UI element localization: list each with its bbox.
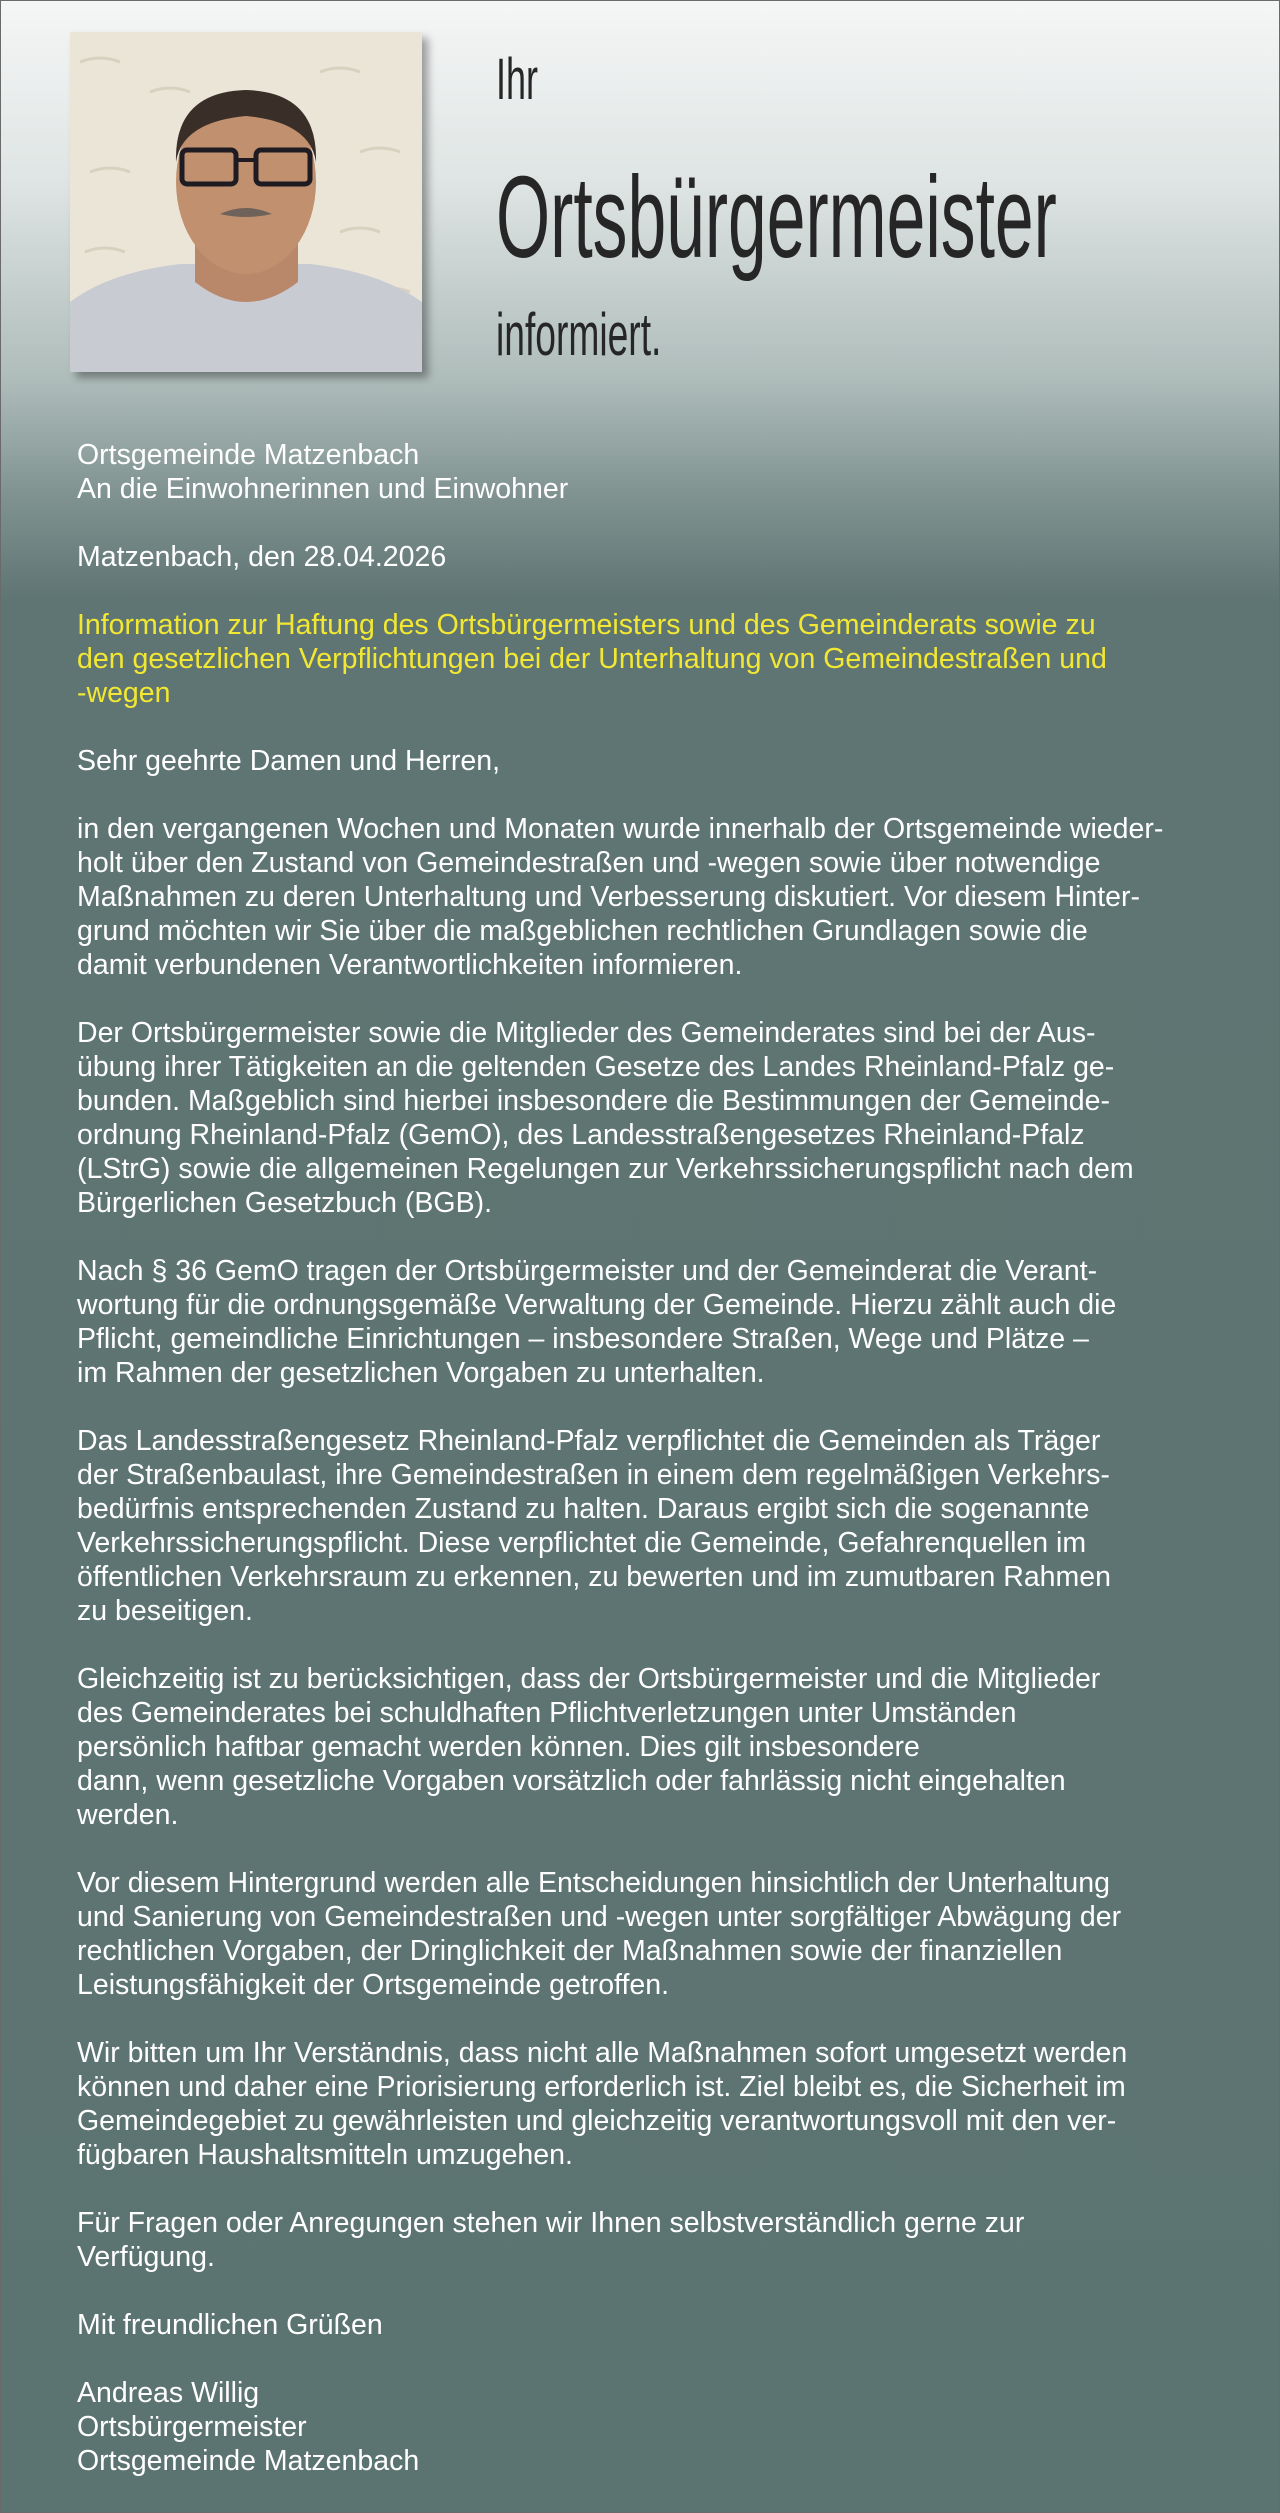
paragraph-line: ordnung Rheinland-Pfalz (GemO), des Landesstraßengesetzes Rheinland-Pfalz [77, 1119, 1085, 1151]
paragraph-line: im Rahmen der gesetzlichen Vorgaben zu unterhalten. [77, 1357, 765, 1389]
paragraph-line: bunden. Maßgeblich sind hierbei insbesondere die Bestimmungen der Gemeinde- [77, 1085, 1110, 1117]
paragraph-line: öffentlichen Verkehrsraum zu erkennen, zu bewerten und im zumutbaren Rahmen [77, 1561, 1111, 1593]
paragraph-line: damit verbundenen Verantwortlichkeiten informieren. [77, 949, 743, 981]
paragraph-line: der Straßenbaulast, ihre Gemeindestraßen in einem dem regelmäßigen Verkehrs- [77, 1459, 1110, 1491]
paragraph-line: Für Fragen oder Anregungen stehen wir Ihnen selbstverständlich gerne zur [77, 2207, 1025, 2239]
sender-line: Ortsgemeinde Matzenbach [77, 439, 420, 471]
paragraph-line: Nach § 36 GemO tragen der Ortsbürgermeister und der Gemeinderat die Verant- [77, 1255, 1098, 1287]
paragraph-line: grund möchten wir Sie über die maßgeblichen rechtlichen Grundlagen sowie die [77, 915, 1088, 947]
paragraph [77, 2036, 1163, 2206]
header-outro: informiert. [496, 301, 662, 368]
paragraph-line: dann, wenn gesetzliche Vorgaben vorsätzlich oder fahrlässig nicht eingehalten [77, 1765, 1066, 1797]
paragraph-line: Vor diesem Hintergrund werden alle Entscheidungen hinsichtlich der Unterhaltung [77, 1867, 1110, 1899]
paragraph-line: persönlich haftbar gemacht werden können. Dies gilt insbesondere [77, 1731, 920, 1763]
paragraph [77, 2206, 1163, 2308]
letter-body [77, 438, 1163, 2478]
paragraph-line: und Sanierung von Gemeindestraßen und -wegen unter sorgfältiger Abwägung der [77, 1901, 1122, 1933]
paragraph-line: Leistungsfähigkeit der Ortsgemeinde getroffen. [77, 1969, 670, 2001]
closing: Mit freundlichen Grüßen [77, 2309, 383, 2341]
paragraph-line: Das Landesstraßengesetz Rheinland-Pfalz verpflichtet die Gemeinden als Träger [77, 1425, 1101, 1457]
header-title: Ortsbürgermeister [496, 152, 1057, 282]
paragraph-line: übung ihrer Tätigkeiten an die geltenden Gesetze des Landes Rheinland-Pfalz ge- [77, 1051, 1115, 1083]
header-intro: Ihr [496, 47, 538, 112]
letter-date: Matzenbach, den 28.04.2026 [77, 541, 447, 573]
paragraph [77, 1016, 1163, 1254]
paragraph-line: wortung für die ordnungsgemäße Verwaltung der Gemeinde. Hierzu zählt auch die [77, 1289, 1117, 1321]
signature-name: Andreas Willig [77, 2377, 260, 2409]
paragraph-line: Bürgerlichen Gesetzbuch (BGB). [77, 1187, 493, 1219]
paragraph-line: Verfügung. [77, 2241, 215, 2273]
mayor-portrait-photo [70, 32, 422, 372]
paragraph-line: Wir bitten um Ihr Verständnis, dass nicht alle Maßnahmen sofort umgesetzt werden [77, 2037, 1128, 2069]
sender-line: An die Einwohnerinnen und Einwohner [77, 473, 569, 505]
paragraph-line: zu beseitigen. [77, 1595, 253, 1627]
subject-line: den gesetzlichen Verpflichtungen bei der Unterhaltung von Gemeindestraßen und [77, 643, 1107, 675]
paragraph-line: Gemeindegebiet zu gewährleisten und gleichzeitig verantwortungsvoll mit den ver- [77, 2105, 1117, 2137]
paragraph-line: holt über den Zustand von Gemeindestraßen und -wegen sowie über notwendige [77, 847, 1101, 879]
paragraph [77, 1424, 1163, 1662]
letter-paragraphs [77, 812, 1163, 2308]
paragraph [77, 1662, 1163, 1866]
subject-line: Information zur Haftung des Ortsbürgermeisters und des Gemeinderats sowie zu [77, 609, 1096, 641]
paragraph-line: Verkehrssicherungspflicht. Diese verpflichtet die Gemeinde, Gefahrenquellen im [77, 1527, 1087, 1559]
paragraph-line: (LStrG) sowie die allgemeinen Regelungen zur Verkehrssicherungspflicht nach dem [77, 1153, 1134, 1185]
paragraph [77, 1254, 1163, 1424]
paragraph-line: können und daher eine Priorisierung erforderlich ist. Ziel bleibt es, die Sicherheit im [77, 2071, 1126, 2103]
paragraph-line: Pflicht, gemeindliche Einrichtungen – insbesondere Straßen, Wege und Plätze – [77, 1323, 1089, 1355]
paragraph-line: Der Ortsbürgermeister sowie die Mitglieder des Gemeinderates sind bei der Aus- [77, 1017, 1096, 1049]
paragraph-line: in den vergangenen Wochen und Monaten wurde innerhalb der Ortsgemeinde wieder- [77, 813, 1164, 845]
paragraph-line: Gleichzeitig ist zu berücksichtigen, dass der Ortsbürgermeister und die Mitglieder [77, 1663, 1101, 1695]
paragraph-line: werden. [77, 1799, 179, 1831]
paragraph [77, 812, 1163, 1016]
paragraph-line: des Gemeinderates bei schuldhaften Pflichtverletzungen unter Umständen [77, 1697, 1017, 1729]
salutation: Sehr geehrte Damen und Herren, [77, 745, 500, 777]
paragraph-line: bedürfnis entsprechenden Zustand zu halten. Daraus ergibt sich die sogenannte [77, 1493, 1090, 1525]
paragraph-line: Maßnahmen zu deren Unterhaltung und Verbesserung diskutiert. Vor diesem Hinter- [77, 881, 1140, 913]
paragraph-line: rechtlichen Vorgaben, der Dringlichkeit der Maßnahmen sowie der finanziellen [77, 1935, 1063, 1967]
paragraph [77, 1866, 1163, 2036]
signature-title: Ortsbürgermeister [77, 2411, 307, 2443]
signature-organization: Ortsgemeinde Matzenbach [77, 2445, 420, 2477]
paragraph-line: fügbaren Haushaltsmitteln umzugehen. [77, 2139, 573, 2171]
subject-line: -wegen [77, 677, 171, 709]
